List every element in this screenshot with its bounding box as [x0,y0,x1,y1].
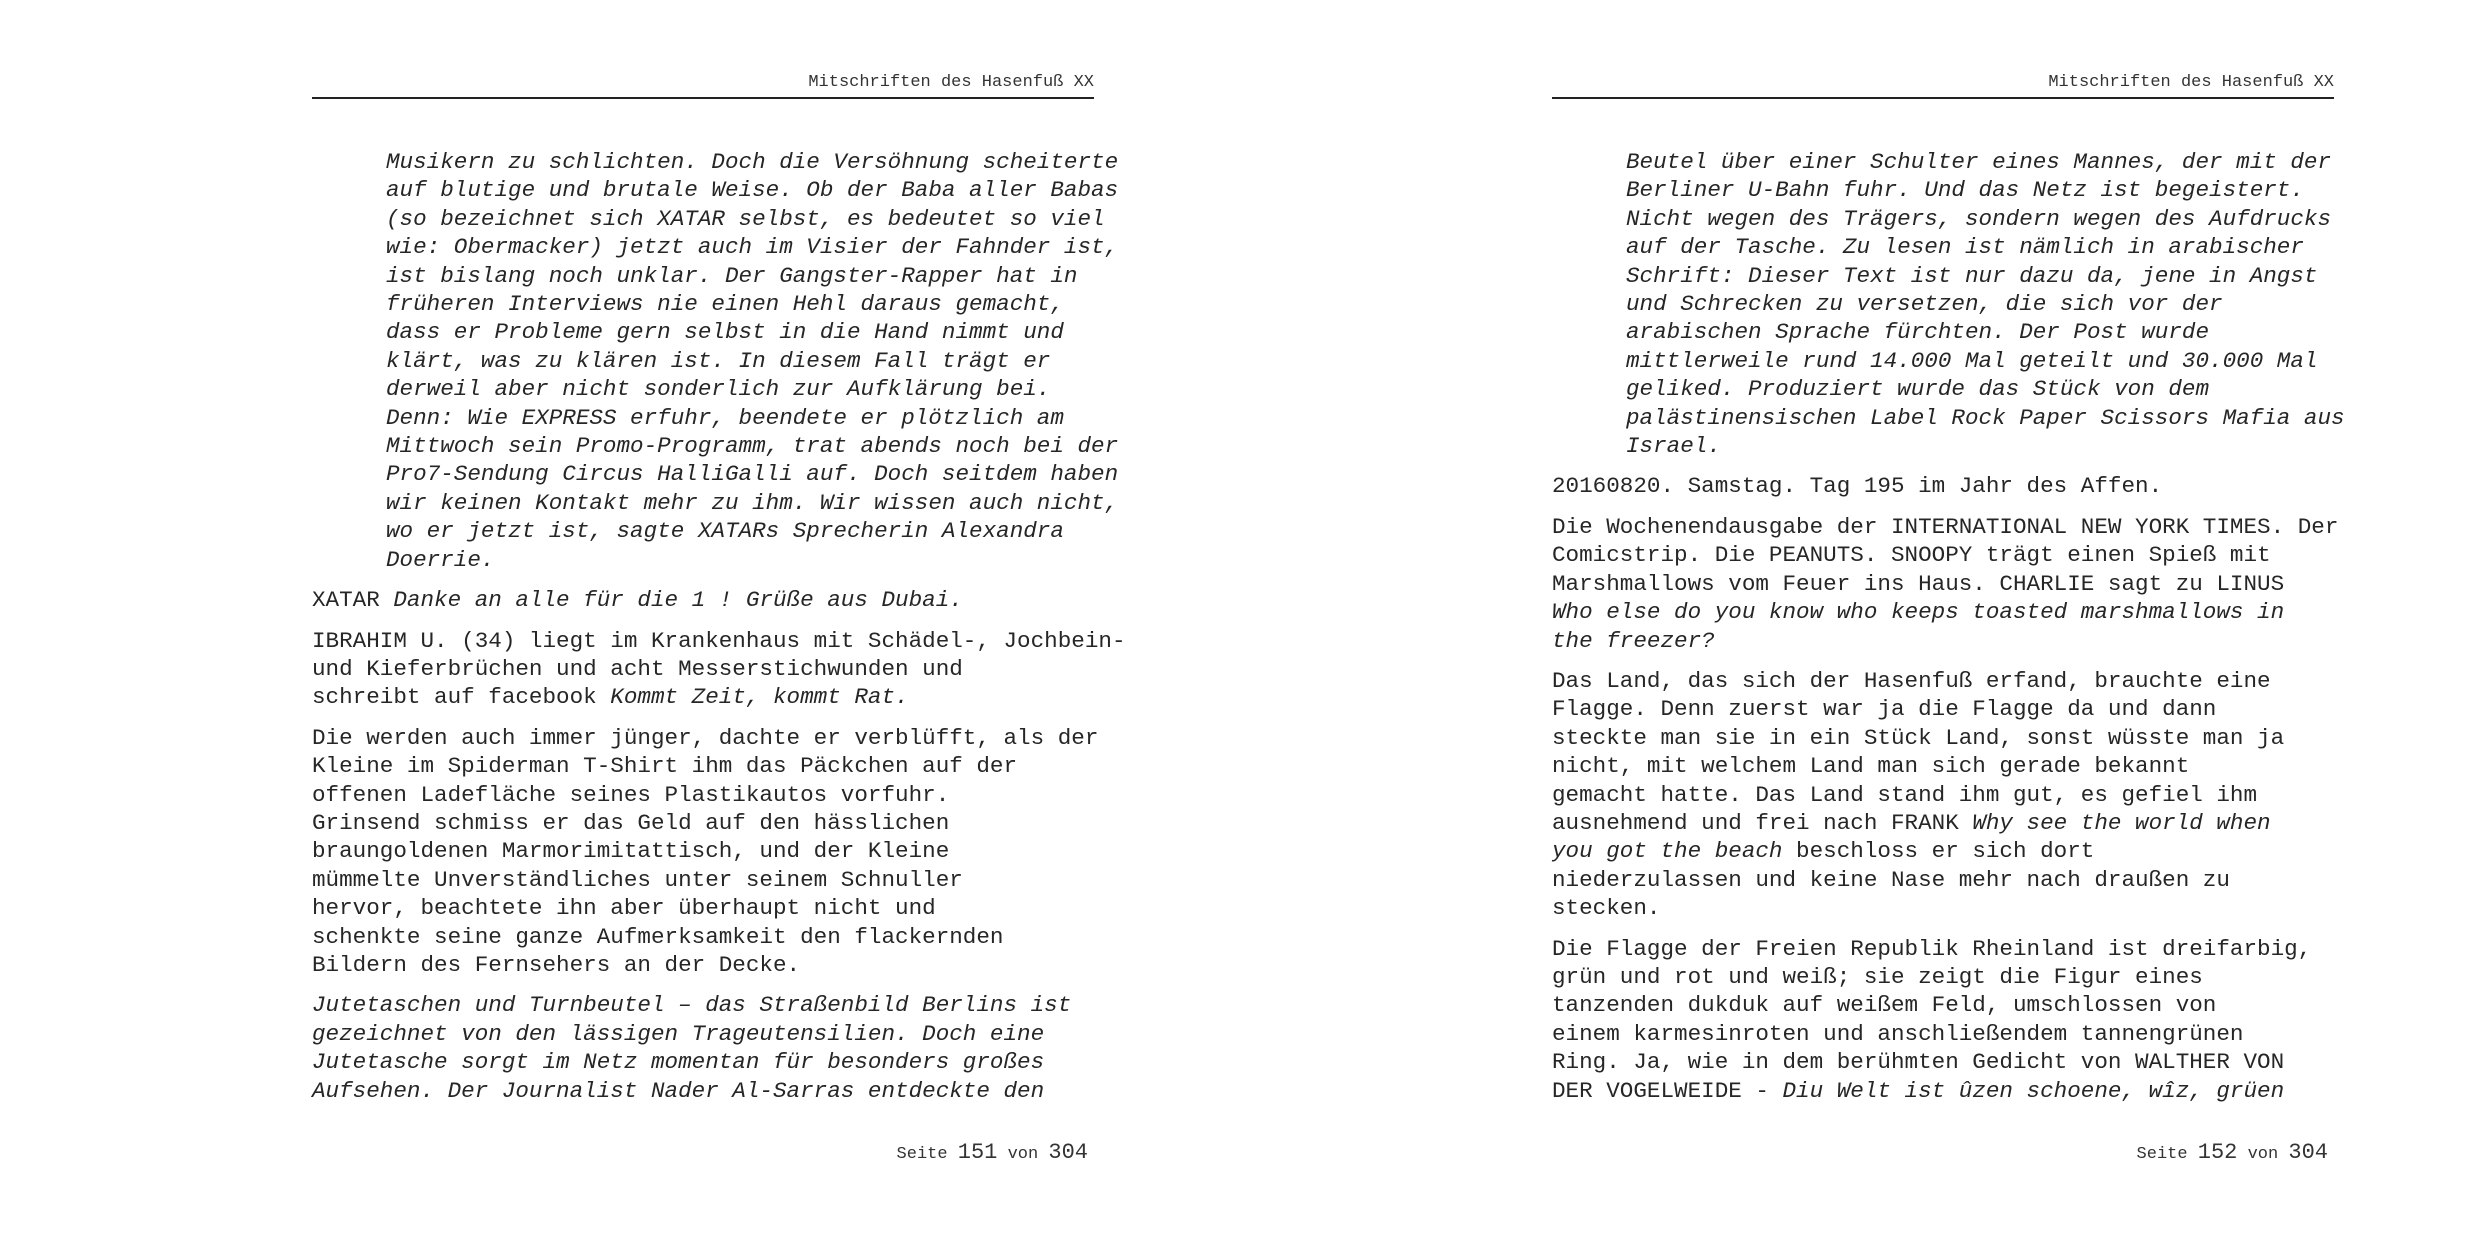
paragraph [1552,472,2334,500]
text-line [1626,233,2334,261]
text-line [1552,837,2334,865]
text-line [386,318,1094,346]
text-line [312,894,1094,922]
folio-prefix: Seite [896,1145,948,1164]
italic-text: wir keinen Kontakt mehr zu ihm. Wir wissen auch nicht, [386,489,1119,516]
italic-text: the freezer? [1552,627,1715,654]
text-run: stecken. [1552,895,1661,922]
text-line [312,809,1094,837]
text-line [312,1077,1094,1105]
text-run: Grinsend schmiss er das Geld auf den hässlichen [312,809,950,836]
text-line [312,1020,1094,1048]
paragraph [1552,148,2345,460]
text-run: Die Flagge der Freien Republik Rheinland ist dreifarbig, [1552,935,2312,962]
text-line [1552,667,2334,695]
italic-text: Doerrie. [386,546,495,573]
italic-text: klärt, was zu klären ist. In diesem Fall trägt er [386,347,1051,374]
text-line [1552,1077,2334,1105]
header-rule [1552,97,2334,99]
italic-text: Musikern zu schlichten. Doch die Versöhnung scheiterte [386,149,1119,175]
text-line [1552,866,2334,894]
paragraph [312,148,1119,574]
text-line [1626,148,2334,176]
text-line [312,781,1094,809]
text-run: DER VOGELWEIDE - [1552,1077,1783,1104]
text-line [312,752,1094,780]
folio-prefix: Seite [2136,1145,2188,1164]
text-run: Bildern des Fernsehers an der Decke. [312,951,801,978]
text-line [312,923,1094,951]
text-run: grün und rot und weiß; sie zeigt die Figur eines [1552,963,2203,990]
paragraph [1552,667,2334,923]
text-line [312,586,1094,614]
text-run: mümmelte Unverständliches unter seinem Schnuller [312,866,963,893]
text-line [1552,598,2334,626]
text-line [1552,541,2334,569]
text-line [1552,472,2334,500]
text-line [1552,781,2334,809]
paragraph [312,627,1126,712]
text-line [1626,262,2334,290]
italic-text: Denn: Wie EXPRESS erfuhr, beendete er plötzlich am [386,404,1064,431]
italic-text: Aufsehen. Der Journalist Nader Al-Sarras entdeckte den [312,1077,1045,1104]
right-page [1552,0,2345,1240]
folio-number: 152 [2197,1140,2238,1165]
italic-text: wie: Obermacker) jetzt auch im Visier der Fahnder ist, [386,234,1119,261]
text-line [386,347,1094,375]
paragraph [1552,935,2334,1105]
text-line [386,233,1119,261]
italic-text: (so bezeichnet sich XATAR selbst, es bedeutet so viel [386,205,1105,232]
text-line [1552,935,2334,963]
italic-text: Jutetaschen und Turnbeutel – das Straßenbild Berlins ist [312,992,1072,1019]
text-run: Die Wochenendausgabe der INTERNATIONAL NEW YORK TIMES. Der [1552,513,2339,540]
text-line [386,404,1094,432]
folio-middle: von [2247,1145,2279,1164]
text-run: hervor, beachtete ihn aber überhaupt nicht und [312,895,936,922]
italic-text: arabischen Sprache fürchten. Der Post wurde [1626,319,2210,346]
text-line [1552,963,2334,991]
text-run: niederzulassen und keine Nase mehr nach draußen zu [1552,866,2230,893]
text-line [1552,752,2334,780]
text-line [386,489,1119,517]
italic-text: Schrift: Dieser Text ist nur dazu da, jene in Angst [1626,262,2318,289]
text-line [1552,1048,2334,1076]
italic-text: früheren Interviews nie einen Hehl daraus gemacht, [386,291,1064,318]
italic-text: palästinensischen Label Rock Paper Scissors Mafia aus [1626,404,2345,431]
text-line [1626,176,2334,204]
folio-middle: von [1007,1145,1039,1164]
text-line [386,176,1119,204]
paragraph [312,586,1094,614]
text-line [312,991,1094,1019]
italic-text: Danke an alle für die 1 ! Grüße aus Dubai. [393,587,963,614]
text-run: gemacht hatte. Das Land stand ihm gut, es gefiel ihm [1552,781,2258,808]
text-run: offenen Ladefläche seines Plastikautos vorfuhr. [312,781,950,808]
italic-text: ist bislang noch unklar. Der Gangster-Rapper hat in [386,262,1078,289]
italic-text: auf blutige und brutale Weise. Ob der Baba aller Babas [386,177,1119,204]
text-line [312,683,1094,711]
page-number [897,1140,1088,1168]
italic-text: Jutetasche sorgt im Netz momentan für besonders großes [312,1049,1045,1076]
text-run: XATAR [312,587,394,614]
italic-text: auf der Tasche. Zu lesen ist nämlich in arabischer [1626,234,2304,261]
italic-text: Kommt Zeit, kommt Rat. [610,684,909,711]
folio-total: 304 [1048,1140,1088,1165]
text-line [312,1048,1094,1076]
page-body [1552,148,2345,1117]
italic-text: geliked. Produziert wurde das Stück von dem [1626,376,2210,403]
text-line [386,148,1119,176]
running-head: Mitschriften des Hasenfuß XX [808,73,1094,92]
left-page [312,0,1126,1240]
text-line [1626,432,2334,460]
text-line [1552,991,2334,1019]
text-run: Comicstrip. Die PEANUTS. SNOOPY trägt einen Spieß mit [1552,542,2271,569]
text-line [386,375,1094,403]
folio-total: 304 [2288,1140,2328,1165]
text-line [386,460,1119,488]
italic-text: Diu Welt ist ûzen schoene, wîz, grüen [1782,1077,2285,1104]
text-run: Kleine im Spiderman T-Shirt ihm das Päckchen auf der [312,753,1018,780]
text-line [312,655,1094,683]
text-line [1626,290,2334,318]
text-line [386,205,1105,233]
text-line [1552,627,2334,655]
text-line [1552,1020,2334,1048]
text-line [386,262,1094,290]
text-line [1626,205,2334,233]
text-line [1552,724,2334,752]
text-line [312,627,1126,655]
text-line [386,517,1094,545]
text-run: IBRAHIM U. (34) liegt im Krankenhaus mit Schädel-, Jochbein- [312,627,1126,654]
folio-number: 151 [957,1140,998,1165]
italic-text: wo er jetzt ist, sagte XATARs Sprecherin Alexandra [386,518,1064,545]
text-line [1552,513,2339,541]
text-run: steckte man sie in ein Stück Land, sonst wüsste man ja [1552,724,2285,751]
italic-text: mittlerweile rund 14.000 Mal geteilt und 30.000 Mal [1626,347,2318,374]
text-line [1552,695,2334,723]
italic-text: Beutel über einer Schulter eines Mannes, der mit der [1626,149,2332,175]
text-run: braungoldenen Marmorimitattisch, und der Kleine [312,838,950,865]
text-line [312,837,1094,865]
text-line [1626,318,2334,346]
text-run: nicht, mit welchem Land man sich gerade bekannt [1552,753,2190,780]
text-run: tanzenden dukduk auf weißem Feld, umschlossen von [1552,992,2217,1019]
text-line [312,951,1094,979]
italic-text: Israel. [1626,433,1721,460]
page-number [2137,1140,2328,1168]
text-line [1626,375,2334,403]
header-rule [312,97,1094,99]
italic-text: gezeichnet von den lässigen Trageutensilien. Doch eine [312,1020,1045,1047]
text-line [386,432,1119,460]
text-run: Flagge. Denn zuerst war ja die Flagge da und dann [1552,696,2217,723]
text-run: Ring. Ja, wie in dem berühmten Gedicht von WALTHER VON [1552,1049,2285,1076]
italic-text: Who else do you know who keeps toasted marshmallows in [1552,599,2285,626]
text-run: beschloss er sich dort [1782,838,2095,865]
text-run: Das Land, das sich der Hasenfuß erfand, brauchte eine [1552,667,2271,694]
text-line [1626,347,2334,375]
text-run: Marshmallows vom Feuer ins Haus. CHARLIE sagt zu LINUS [1552,570,2285,597]
text-line [386,290,1094,318]
page-body [312,148,1126,1117]
text-line [1626,404,2345,432]
text-run: einem karmesinroten und anschließendem tannengrünen [1552,1020,2244,1047]
text-run: Die werden auch immer jünger, dachte er verblüfft, als der [312,724,1099,751]
italic-text: Berliner U-Bahn fuhr. Und das Netz ist begeistert. [1626,177,2304,204]
paragraph [312,724,1099,980]
paragraph [1552,513,2339,655]
text-run: schenkte seine ganze Aufmerksamkeit den flackernden [312,923,1004,950]
text-run: ausnehmend und frei nach FRANK [1552,809,1973,836]
text-line [1552,570,2334,598]
text-line [312,724,1099,752]
italic-text: derweil aber nicht sonderlich zur Aufklärung bei. [386,376,1051,403]
text-line [312,866,1094,894]
italic-text: und Schrecken zu versetzen, die sich vor der [1626,291,2223,318]
text-run: 20160820. Samstag. Tag 195 im Jahr des Affen. [1552,473,2163,500]
running-head: Mitschriften des Hasenfuß XX [2048,73,2334,92]
text-run: und Kieferbrüchen und acht Messerstichwunden und [312,655,963,682]
text-line [1552,894,2334,922]
italic-text: dass er Probleme gern selbst in die Hand nimmt und [386,319,1064,346]
italic-text: Nicht wegen des Trägers, sondern wegen des Aufdrucks [1626,205,2332,232]
italic-text: Why see the world when [1972,809,2271,836]
text-run: schreibt auf facebook [312,684,611,711]
text-line [1552,809,2334,837]
italic-text: you got the beach [1552,838,1783,865]
italic-text: Mittwoch sein Promo-Programm, trat abends noch bei der [386,433,1119,460]
paragraph [312,991,1094,1105]
italic-text: Pro7-Sendung Circus HalliGalli auf. Doch seitdem haben [386,461,1119,488]
text-line [386,546,1094,574]
